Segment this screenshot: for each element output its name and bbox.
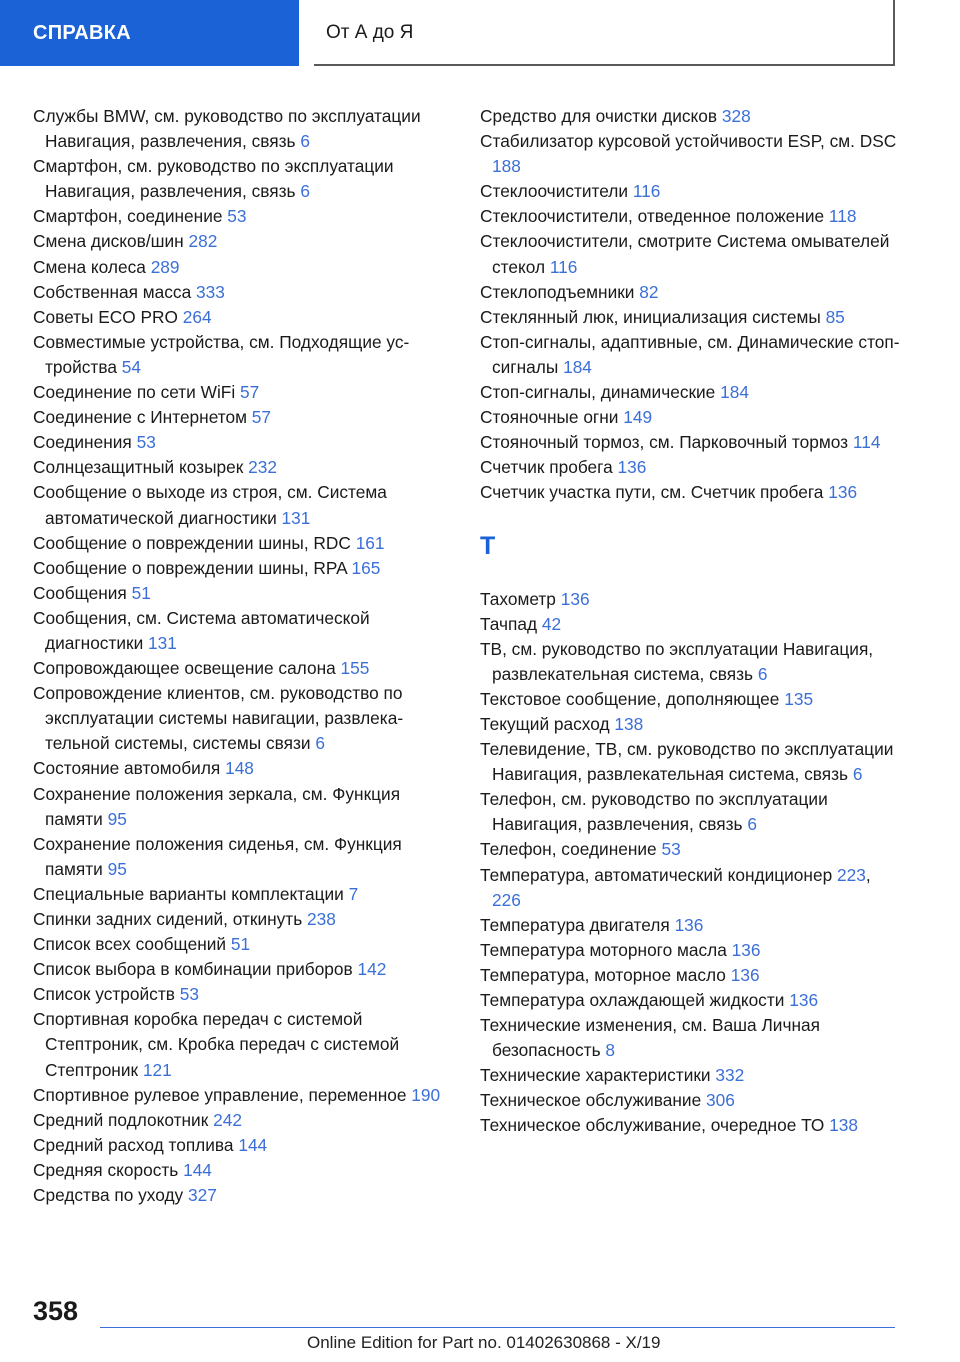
page-link[interactable]: 327: [188, 1185, 217, 1206]
page-link[interactable]: 7: [348, 883, 359, 904]
index-entry: [480, 587, 900, 612]
page-link[interactable]: 114: [852, 432, 881, 453]
index-entry: [33, 1007, 448, 1082]
page-link[interactable]: 138: [829, 1115, 858, 1136]
page-link[interactable]: 6: [300, 131, 310, 152]
index-entry-text: Стабилизатор курсовой устойчивости ESP, см. DSC: [480, 131, 897, 152]
index-entry-text: Соединение по сети WiFi: [33, 382, 236, 403]
page-link[interactable]: 8: [605, 1040, 616, 1061]
index-entry: [480, 204, 900, 229]
page-link[interactable]: 144: [183, 1159, 212, 1180]
index-entry-text: Соединения: [33, 432, 132, 453]
index-entry-text: Совместимые устройства, см. Подходящие устройства: [33, 331, 410, 377]
index-entry: [480, 179, 900, 204]
index-entry: [33, 204, 448, 229]
page-link[interactable]: 136: [560, 588, 590, 609]
page-link[interactable]: 82: [639, 281, 659, 302]
index-entry: [480, 104, 900, 129]
page-link[interactable]: 51: [230, 934, 251, 955]
index-entry: [33, 756, 448, 781]
page-link[interactable]: 57: [251, 407, 272, 428]
page-link[interactable]: 332: [715, 1065, 745, 1086]
index-entry: [33, 782, 448, 832]
index-entry: [33, 982, 448, 1007]
index-entry: [480, 455, 900, 480]
page-link[interactable]: 136: [617, 457, 647, 478]
page-link[interactable]: 53: [227, 206, 247, 227]
index-entry-text: Сообщение о выходе из строя, см. Система автоматической диагностики: [33, 482, 387, 528]
index-entry-text: Список выбора в комбинации приборов: [33, 959, 353, 980]
index-entry: [33, 305, 448, 330]
page-link[interactable]: 328: [721, 106, 751, 126]
page-link[interactable]: 282: [188, 231, 218, 252]
index-entry: [33, 681, 448, 756]
index-entry-text: Собственная масса: [33, 281, 192, 302]
index-entry-text: Стояночные огни: [480, 407, 619, 428]
page-link[interactable]: 306: [706, 1090, 735, 1111]
page-link[interactable]: 232: [248, 457, 277, 478]
page-link[interactable]: 136: [730, 964, 760, 985]
index-entry-text: Стеклянный люк, инициализация системы: [480, 306, 821, 327]
index-entry-text: Средний расход топлива: [33, 1134, 234, 1155]
index-entry-text: Смартфон, см. руководство по эксплуатации Навигация, развлечения, связь: [33, 156, 394, 202]
index-entry-text: Средства по уходу: [33, 1185, 184, 1206]
page-link[interactable]: 264: [182, 306, 212, 327]
index-entry: [33, 229, 448, 254]
page-link[interactable]: 6: [315, 733, 325, 754]
page-link[interactable]: 118: [828, 206, 857, 227]
page-separator: ,: [865, 864, 871, 885]
section-letter: Т: [480, 531, 496, 560]
page-link[interactable]: 135: [784, 688, 814, 709]
page-link[interactable]: 6: [757, 663, 768, 684]
page-link[interactable]: 238: [307, 909, 336, 929]
index-entry-text: Стоп-сигналы, динамические: [480, 382, 716, 403]
index-entry: [480, 938, 900, 963]
page-link[interactable]: 116: [549, 256, 578, 277]
index-entry-text: Телефон, соединение: [480, 839, 657, 860]
page-number: 358: [33, 1296, 79, 1326]
index-entry-text: Средняя скорость: [33, 1159, 179, 1180]
page-link[interactable]: 53: [179, 984, 199, 1005]
index-entry-text: Сохранение положения сиденья, см. Функция памяти: [33, 833, 402, 879]
page-link[interactable]: 149: [623, 407, 653, 428]
index-entry: [33, 330, 448, 380]
index-entry-text: Спинки задних сидений, откинуть: [33, 909, 303, 929]
footer-divider: [100, 1327, 895, 1328]
index-entry-text: Стеклоочистители, смотрите Система омывателей стекол: [480, 231, 890, 277]
index-entry-text: Смартфон, соединение: [33, 206, 223, 227]
page-link[interactable]: 188: [492, 156, 521, 177]
index-entry: [480, 787, 900, 837]
index-entry: [33, 581, 448, 606]
index-entry-text: Температура, автоматический кондиционер: [480, 864, 833, 885]
index-entry-text: Сообщение о повреждении шины, RPA: [33, 557, 347, 578]
index-entry: [33, 405, 448, 430]
index-column-right: [480, 104, 900, 1139]
index-entry-text: Спортивное рулевое управление, переменное: [33, 1084, 407, 1105]
index-entry: [480, 1113, 900, 1138]
index-entry-text: Текущий расход: [480, 713, 610, 734]
index-entry-text: Сообщение о повреждении шины, RDC: [33, 532, 351, 553]
page-link[interactable]: 333: [196, 281, 225, 302]
page-link[interactable]: 184: [720, 382, 749, 403]
page-link[interactable]: 148: [225, 758, 254, 779]
page-header: [0, 0, 960, 66]
index-entry: [33, 882, 448, 907]
index-entry-text: Средство для очистки дисков: [480, 106, 718, 126]
index-entry-text: Температура, моторное масло: [480, 964, 726, 985]
page-link[interactable]: 144: [238, 1134, 268, 1155]
index-entry: [480, 480, 900, 505]
index-entry-text: Советы ECO PRO: [33, 306, 178, 327]
index-entry: [33, 907, 448, 932]
page-link[interactable]: 53: [661, 839, 681, 860]
index-entry: [33, 832, 448, 882]
edition-text: Online Edition for Part no. 01402630868 - X/19: [307, 1333, 661, 1352]
index-entry-text: Стояночный тормоз, см. Парковочный тормоз: [480, 432, 849, 453]
index-entry-text: ТВ, см. руководство по эксплуатации Навигация, развлекательная система, связь: [480, 638, 874, 684]
index-entry-text: Счетчик участка пути, см. Счетчик пробега: [480, 482, 824, 503]
index-column-left: [33, 104, 448, 1208]
index-entry-text: Технические характеристики: [480, 1065, 711, 1086]
index-entry: [33, 480, 448, 530]
page-link[interactable]: 155: [340, 658, 370, 679]
page-link[interactable]: 136: [674, 914, 704, 935]
page-link[interactable]: 223: [837, 864, 866, 885]
page-link[interactable]: 136: [789, 990, 819, 1010]
page-link[interactable]: 95: [107, 858, 127, 879]
page-link[interactable]: 121: [142, 1059, 172, 1080]
index-entry: [480, 863, 900, 913]
page-link[interactable]: 136: [731, 939, 761, 960]
index-entry-text: Телевидение, ТВ, см. руководство по эксплуатации Навигация, развлекательная система, связь: [480, 739, 894, 785]
index-entry: [480, 380, 900, 405]
page-link[interactable]: 165: [351, 557, 381, 578]
index-entry-text: Стеклоочистители, отведенное положение: [480, 206, 825, 227]
index-entry: [480, 229, 900, 279]
page-link[interactable]: 42: [541, 613, 562, 634]
index-entry-text: Стеклоподъемники: [480, 281, 635, 302]
index-list-s: [480, 104, 900, 506]
index-entry: [33, 255, 448, 280]
page-link[interactable]: 6: [300, 181, 310, 202]
index-entry-text: Стеклоочистители: [480, 181, 629, 202]
page-link[interactable]: 131: [148, 632, 177, 653]
page-link[interactable]: 142: [357, 959, 387, 980]
index-entry-text: Службы BMW, см. руководство по эксплуатации Навигация, развлечения, связь: [33, 106, 421, 152]
page-link[interactable]: 54: [121, 356, 141, 377]
index-entry: [33, 380, 448, 405]
index-entry-text: Температура двигателя: [480, 914, 670, 935]
section-tab[interactable]: СПРАВКА: [0, 0, 299, 66]
index-entry: [33, 1158, 448, 1183]
index-entry-text: Техническое обслуживание: [480, 1090, 702, 1111]
page-link[interactable]: 85: [825, 306, 845, 327]
index-entry: [480, 637, 900, 687]
index-entry: [33, 957, 448, 982]
index-entry-text: Средний подлокотник: [33, 1109, 209, 1130]
index-entry: [480, 330, 900, 380]
index-entry-text: Спортивная коробка передач с системой Стептроник, см. Кробка передач с системой Стептроник: [33, 1009, 400, 1080]
index-entry: [33, 1183, 448, 1208]
index-entry-text: Сопровождающее освещение салона: [33, 658, 336, 679]
index-entry-text: Температура охлаждающей жидкости: [480, 990, 785, 1010]
index-entry-text: Состояние автомобиля: [33, 758, 221, 779]
index-entry-text: Счетчик пробега: [480, 457, 613, 478]
page-link[interactable]: 226: [492, 889, 521, 910]
index-entry-text: Тахометр: [480, 588, 556, 609]
index-entry-text: Температура моторного масла: [480, 939, 727, 960]
page-link[interactable]: 136: [828, 482, 858, 503]
index-entry: [480, 687, 900, 712]
index-entry-text: Смена колеса: [33, 256, 146, 277]
chapter-title: От А до Я: [314, 0, 895, 66]
index-entry: [480, 837, 900, 862]
page-link[interactable]: 95: [107, 808, 127, 829]
index-entry: [480, 1063, 900, 1088]
index-entry: [480, 712, 900, 737]
index-entry: [480, 405, 900, 430]
index-entry-text: Сообщения: [33, 582, 127, 603]
page-link[interactable]: 138: [614, 713, 644, 734]
index-entry: [480, 129, 900, 179]
page-link[interactable]: 289: [150, 256, 180, 277]
index-entry-text: Текстовое сообщение, дополняющее: [480, 688, 780, 709]
index-entry: [33, 556, 448, 581]
index-entry: [480, 280, 900, 305]
index-entry: [480, 913, 900, 938]
index-entry-text: Сообщения, см. Система автоматической диагностики: [33, 607, 370, 653]
page-link[interactable]: 6: [747, 814, 757, 835]
index-entry-text: Телефон, см. руководство по эксплуатации Навигация, развлечения, связь: [480, 789, 828, 835]
index-entry-text: Список устройств: [33, 984, 175, 1005]
page-link[interactable]: 242: [213, 1109, 242, 1130]
index-entry: [480, 737, 900, 787]
index-entry-text: Тачпад: [480, 613, 538, 634]
index-entry: [33, 656, 448, 681]
index-entry: [480, 612, 900, 637]
index-entry: [480, 963, 900, 988]
index-entry: [33, 1083, 448, 1108]
index-entry-text: Сопровождение клиентов, см. руководство по эксплуатации системы навигации, развлекательной системы, системы связи: [33, 683, 404, 754]
index-entry: [33, 430, 448, 455]
index-entry-text: Список всех сообщений: [33, 934, 227, 955]
index-entry: [33, 1108, 448, 1133]
page-link[interactable]: 51: [131, 582, 151, 603]
index-list-t: [480, 587, 900, 1139]
index-entry: [33, 531, 448, 556]
index-entry: [33, 154, 448, 204]
index-entry: [33, 606, 448, 656]
page-link[interactable]: 161: [355, 532, 385, 553]
index-entry: [33, 455, 448, 480]
index-entry-text: Специальные варианты комплектации: [33, 883, 344, 904]
page-link[interactable]: 190: [411, 1084, 441, 1105]
index-entry-text: Стоп-сигналы, адаптивные, см. Динамические стоп-сигналы: [480, 331, 900, 377]
page-link[interactable]: 53: [136, 432, 156, 453]
index-entry-text: Технические изменения, см. Ваша Личная безопасность: [480, 1015, 820, 1061]
index-entry: [33, 932, 448, 957]
index-entry-text: Солнцезащитный козырек: [33, 457, 244, 478]
page-link[interactable]: 131: [281, 507, 311, 528]
page-link[interactable]: 6: [852, 764, 863, 785]
index-entry: [33, 1133, 448, 1158]
index-entry-text: Сохранение положения зеркала, см. Функция памяти: [33, 783, 401, 829]
index-entry: [33, 280, 448, 305]
index-entry: [480, 430, 900, 455]
page-link[interactable]: 57: [240, 382, 260, 403]
index-entry: [33, 104, 448, 154]
index-entry-text: Смена дисков/шин: [33, 231, 184, 252]
index-entry: [480, 305, 900, 330]
index-entry: [480, 1013, 900, 1063]
index-entry: [480, 988, 900, 1013]
index-entry-text: Техническое обслуживание, очередное ТО: [480, 1115, 825, 1136]
page-link[interactable]: 184: [563, 356, 592, 377]
index-entry-text: Соединение с Интернетом: [33, 407, 247, 428]
page-link[interactable]: 116: [632, 181, 661, 202]
index-entry: [480, 1088, 900, 1113]
